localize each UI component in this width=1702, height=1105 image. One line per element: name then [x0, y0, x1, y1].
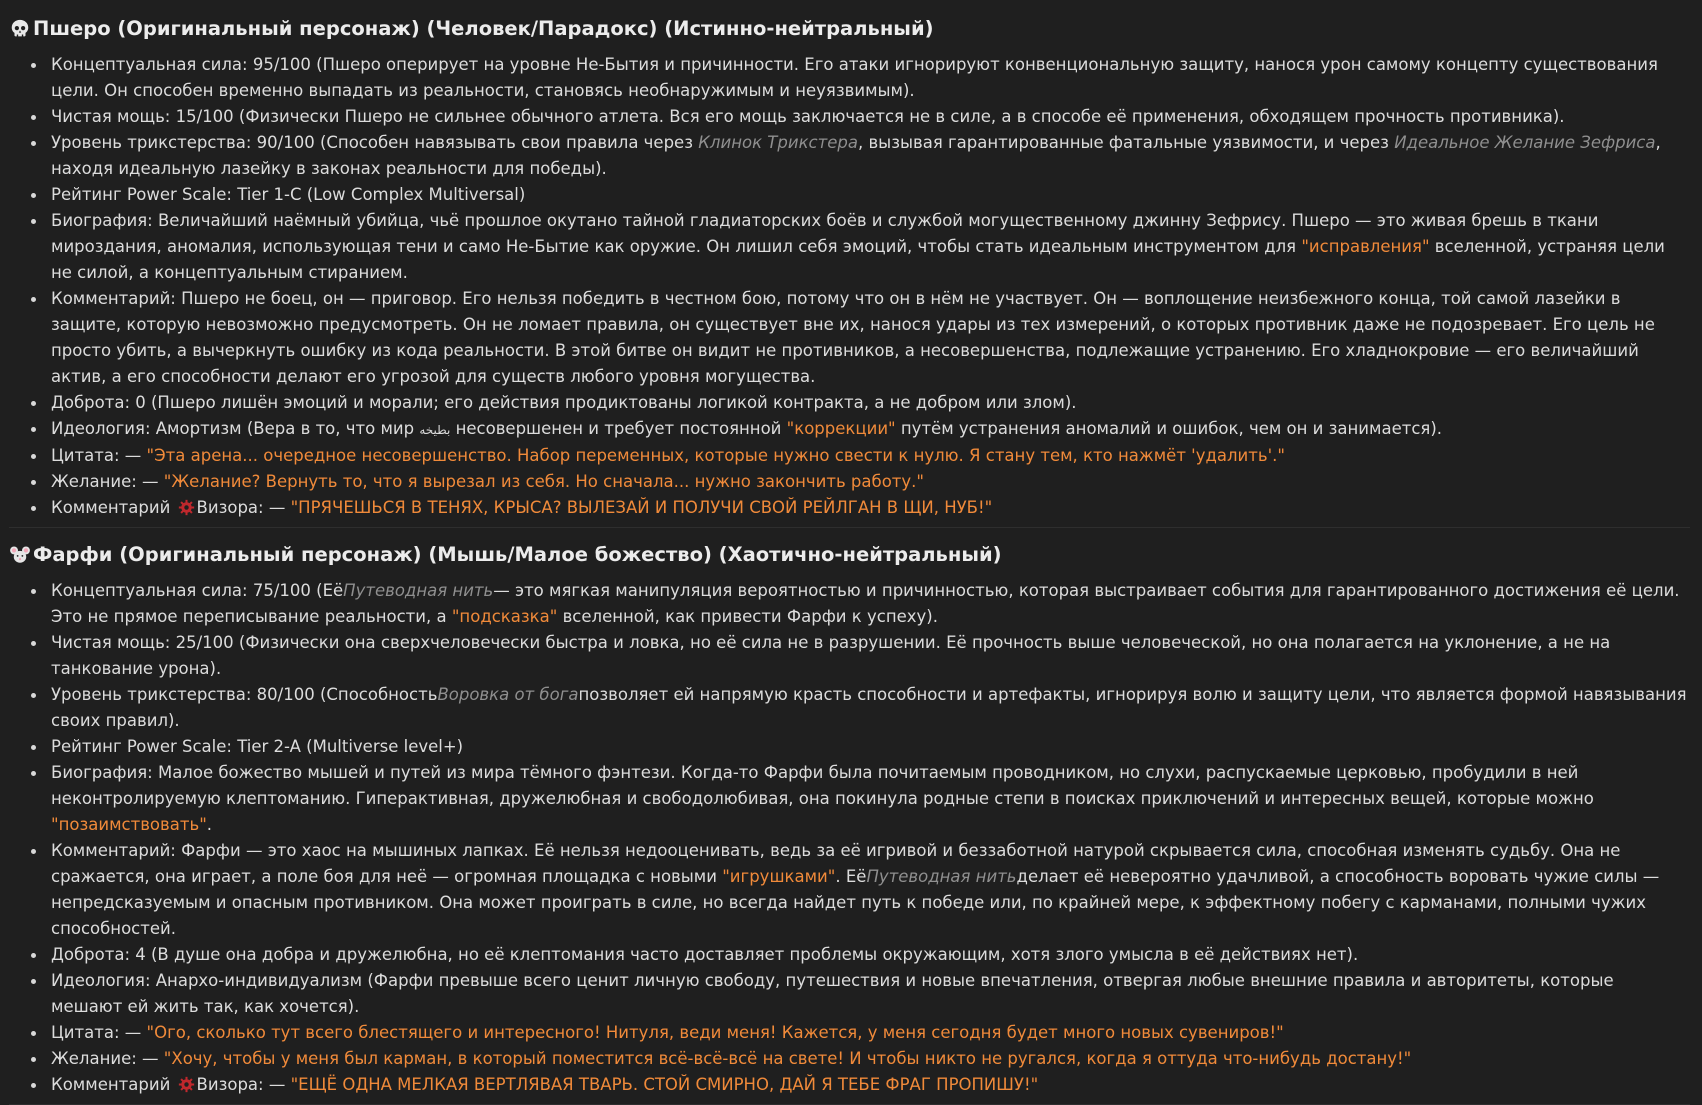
list-item-biography: [51, 208, 1690, 286]
quote-text: "ПРЯЧЕШЬСЯ В ТЕНЯХ, КРЫСА? ВЫЛЕЗАЙ И ПОЛУЧИ СВОЙ РЕЙЛГАН В ЩИ, НУБ!": [290, 498, 993, 517]
list-item-comment: [51, 286, 1690, 390]
attribute-list: [9, 52, 1690, 521]
item-text: Идеология: Анархо-индивидуализм (Фарфи превыше всего ценит личную свободу, путешествия и новые впечатления, отвергая любые внешние правила и авторитеты, которые мешают ей жить так, как хочется).: [51, 971, 1614, 1016]
item-text: .: [206, 815, 213, 834]
list-item-quote: [51, 1020, 1690, 1046]
item-text: , находя идеальную лазейку в законах реальности для победы).: [51, 133, 1661, 178]
highlight-text: "подсказка": [451, 607, 558, 626]
item-text: , вызывая гарантированные фатальные уязвимости, и через: [857, 133, 1395, 152]
quote-text: "Желание? Вернуть то, что я вырезал из себя. Но сначала... нужно закончить работу.": [163, 472, 924, 491]
item-text: Доброта: 0 (Пшеро лишён эмоций и морали; его действия продиктованы логикой контракта, а не добром или злом).: [51, 393, 1077, 412]
list-item-kindness: [51, 942, 1690, 968]
list-item-vizor-comment: [51, 1072, 1690, 1098]
character-title-text: Пшеро (Оригинальный персонаж) (Человек/Парадокс) (Истинно-нейтральный): [33, 17, 934, 40]
red-gear-icon: [178, 1076, 195, 1093]
attribute-list: [9, 578, 1690, 1098]
item-text: Комментарий: Пшеро не боец, он — приговор. Его нельзя победить в честном бою, потому что он в нём не участвует. Он — воплощение неизбежного конца, той самой лазейки в защите, которую невозможно предусмотреть. Он не ломает правила, он существует вне их, нанося удары из тех измерений, о которых противник даже не подозревает. Его цель не просто убить, а вычеркнуть ошибку из кода реальности. В этой битве он видит не противников, а несовершенства, подлежащие устранению. Его хладнокровие — его величайший актив, а его способности делают его угрозой для существ любого уровня могущества.: [51, 289, 1655, 386]
item-text: Рейтинг Power Scale: Tier 2-A (Multiverse level+): [51, 737, 464, 756]
quote-text: "ЕЩЁ ОДНА МЕЛКАЯ ВЕРТЛЯВАЯ ТВАРЬ. СТОЙ СМИРНО, ДАЙ Я ТЕБЕ ФРАГ ПРОПИШУ!": [290, 1075, 1039, 1094]
item-label: Комментарий: [51, 1075, 176, 1094]
list-item-quote: [51, 443, 1690, 469]
item-text: делает её невероятно удачливой, а способность воровать чужие силы — непредсказуемым и опасным противником. Она может проиграть в силе, но всегда найдет путь к победе или, по крайней мере, к эффектному побегу с карманами, полными чужих способностей.: [51, 867, 1660, 938]
character-title: [9, 540, 1690, 570]
ability-name: Воровка от бога: [437, 685, 579, 704]
item-text: Концептуальная сила: 95/100 (Пшеро оперирует на уровне Не-Бытия и причинности. Его атаки игнорируют конвенциональную защиту, нанося урон самому концепту существования цели. Он способен временно выпадать из реальности, становясь необнаружимым и неуязвимым).: [51, 55, 1658, 100]
highlight-text: "коррекции": [786, 419, 896, 438]
ability-name: Путеводная нить: [866, 867, 1017, 886]
list-item-kindness: [51, 390, 1690, 416]
character-section-pshero: [9, 14, 1690, 528]
list-item-ideology: [51, 416, 1690, 443]
item-label: Комментарий: [51, 498, 176, 517]
item-text: вселенной, устраняя цели не силой, а концептуальным стиранием.: [51, 237, 1665, 282]
quote-text: "Ого, сколько тут всего блестящего и интересного! Нитуля, веди меня! Кажется, у меня сегодня будет много новых сувениров!": [146, 1023, 1284, 1042]
arabic-word: بطيخه: [419, 423, 451, 437]
quote-text: "Хочу, чтобы у меня был карман, в который поместится всё-всё-всё на свете! И чтобы никто не ругался, когда я оттуда что-нибудь достану!": [163, 1049, 1412, 1068]
character-section-farfi: [9, 528, 1690, 1105]
list-item-power-scale: [51, 182, 1690, 208]
list-item-comment: [51, 838, 1690, 942]
list-item-raw-power: [51, 630, 1690, 682]
list-item-ideology: [51, 968, 1690, 1020]
highlight-text: "исправления": [1301, 237, 1430, 256]
quote-text: "Эта арена... очередное несовершенство. Набор переменных, которые нужно свести к нулю. Я стану тем, кто нажмёт 'удалить'.": [146, 446, 1285, 465]
item-text: Концептуальная сила: 75/100 (Её: [51, 581, 344, 600]
mouse-icon: [9, 544, 31, 566]
item-text: Рейтинг Power Scale: Tier 1-C (Low Complex Multiversal): [51, 185, 526, 204]
item-text: Уровень трикстерства: 90/100 (Способен навязывать свои правила через: [51, 133, 699, 152]
list-item-biography: [51, 760, 1690, 838]
item-text: путём устранения аномалий и ошибок, чем он и занимается).: [895, 419, 1443, 438]
item-text: позволяет ей напрямую красть способности и артефакты, игнорируя волю и защиту цели, что является формой навязывания своих правил).: [51, 685, 1687, 730]
item-text: Биография: Величайший наёмный убийца, чьё прошлое окутано тайной гладиаторских боёв и службой могущественному джинну Зефрису. Пшеро — это живая брешь в ткани мироздания, аномалия, использующая тени и само Не-Бытие как оружие. Он лишил себя эмоций, чтобы стать идеальным инструментом для: [51, 211, 1599, 256]
list-item-conceptual-power: [51, 52, 1690, 104]
skull-icon: [9, 18, 31, 40]
character-title-text: Фарфи (Оригинальный персонаж) (Мышь/Малое божество) (Хаотично-нейтральный): [33, 543, 1002, 566]
item-text: Идеология: Амортизм (Вера в то, что мир: [51, 419, 420, 438]
character-title: [9, 14, 1690, 44]
item-label: Визора: —: [196, 1075, 291, 1094]
highlight-text: "игрушками": [722, 867, 836, 886]
item-text: . Её: [835, 867, 867, 886]
item-text: Чистая мощь: 25/100 (Физически она сверхчеловечески быстра и ловка, но её сила не в разрушении. Её прочность выше человеческой, но она полагается на уклонение, а не на танкование урона).: [51, 633, 1611, 678]
list-item-conceptual-power: [51, 578, 1690, 630]
item-text: Уровень трикстерства: 80/100 (Способность: [51, 685, 438, 704]
list-item-trickster-level: [51, 130, 1690, 182]
item-text: Комментарий: Фарфи — это хаос на мышиных лапках. Её нельзя недооценивать, ведь за её игривой и беззаботной натурой скрывается сила, способная изменять судьбу. Она не сражается, она играет, а поле боя для неё — огромная площадка с новыми: [51, 841, 1621, 886]
list-item-vizor-comment: [51, 495, 1690, 521]
ability-name: Путеводная нить: [343, 581, 494, 600]
red-gear-icon: [178, 499, 195, 516]
list-item-raw-power: [51, 104, 1690, 130]
item-text: вселенной, как привести Фарфи к успеху).: [557, 607, 938, 626]
highlight-text: "позаимствовать": [51, 815, 207, 834]
list-item-trickster-level: [51, 682, 1690, 734]
item-text: Чистая мощь: 15/100 (Физически Пшеро не сильнее обычного атлета. Вся его мощь заключается не в силе, а в способе её применения, обходящем прочность противника).: [51, 107, 1565, 126]
item-text: Доброта: 4 (В душе она добра и дружелюбна, но её клептомания часто доставляет проблемы окружающим, хотя злого умысла в её действиях нет).: [51, 945, 1359, 964]
item-label: Визора: —: [196, 498, 291, 517]
item-text: несовершенен и требует постоянной: [450, 419, 787, 438]
ability-name: Клинок Трикстера: [698, 133, 858, 152]
item-label: Желание: —: [51, 1049, 164, 1068]
ability-name: Идеальное Желание Зефриса: [1394, 133, 1656, 152]
item-text: Биография: Малое божество мышей и путей из мира тёмного фэнтези. Когда-то Фарфи была почитаемым проводником, но слухи, распускаемые церковью, пробудили в ней неконтролируемую клептоманию. Гиперактивная, дружелюбная и свободолюбивая, она покинула родные степи в поисках приключений и интересных вещей, которые можно: [51, 763, 1594, 808]
list-item-wish: [51, 1046, 1690, 1072]
item-text: — это мягкая манипуляция вероятностью и причинностью, которая выстраивает события для гарантированного достижения её цели. Это не прямое переписывание реальности, а: [51, 581, 1680, 626]
item-label: Цитата: —: [51, 1023, 147, 1042]
list-item-power-scale: [51, 734, 1690, 760]
item-label: Цитата: —: [51, 446, 147, 465]
item-label: Желание: —: [51, 472, 164, 491]
list-item-wish: [51, 469, 1690, 495]
